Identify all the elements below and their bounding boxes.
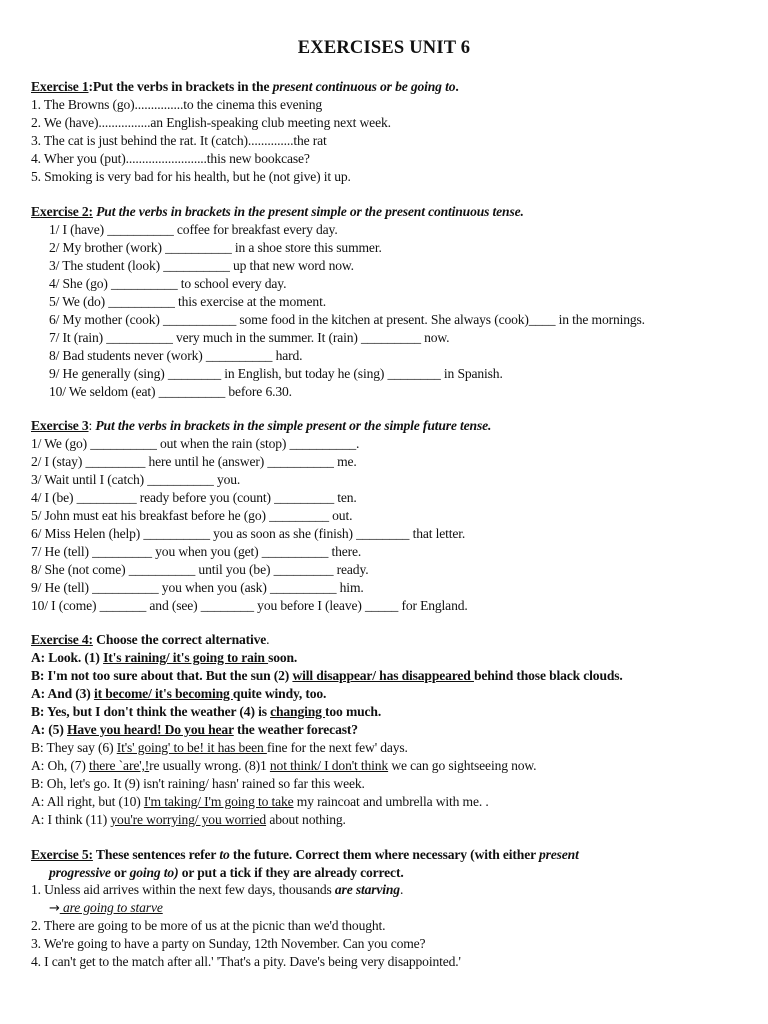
dialogue-text: about nothing. xyxy=(266,812,346,827)
exercise-4-label: Exercise 4: xyxy=(31,632,93,647)
dialogue-text: too much. xyxy=(325,704,382,719)
dialogue-line xyxy=(31,703,381,721)
exercise-3-item: 6/ Miss Helen (help) __________ you as soon as she (finish) ________ that letter. xyxy=(31,526,466,541)
exercise-5-instruction: or put a tick if they are already correct. xyxy=(178,865,404,880)
exercise-3-item: 1/ We (go) __________ out when the rain (stop) __________. xyxy=(31,436,360,451)
exercise-3-heading xyxy=(31,417,491,435)
alternative-choice: I'm taking/ I'm going to take xyxy=(143,794,294,809)
exercise-3-item: 9/ He (tell) __________ you when you (ask) __________ him. xyxy=(31,580,364,595)
exercise-2-instruction: Put the verbs in brackets in the present simple or the present continuous tense. xyxy=(96,204,524,219)
exercise-1-label: Exercise 1 xyxy=(31,79,89,94)
exercise-3-item: 5/ John must eat his breakfast before he (go) _________ out. xyxy=(31,508,353,523)
exercise-3-item: 10/ I (come) _______ and (see) ________ you before I (leave) _____ for England. xyxy=(31,598,468,613)
dialogue-text: behind those black clouds. xyxy=(473,668,623,683)
exercise-2-item: 8/ Bad students never (work) __________ hard. xyxy=(49,348,303,363)
exercise-2-item: 1/ I (have) __________ coffee for breakfast every day. xyxy=(49,222,338,237)
exercise-2-item: 10/ We seldom (eat) __________ before 6.30. xyxy=(49,384,292,399)
alternative-choice: It's' going' to be! it has been xyxy=(116,740,267,755)
dialogue-text: A: Look. (1) xyxy=(31,650,104,665)
exercise-3-item: 2/ I (stay) _________ here until he (answer) __________ me. xyxy=(31,454,357,469)
exercise-5-label: Exercise 5: xyxy=(31,847,93,862)
alternative-choice: it become/ it's becoming xyxy=(93,686,233,701)
dialogue-text: we can go sightseeing now. xyxy=(388,758,537,773)
dialogue-text: A: All right, but (10) xyxy=(31,794,144,809)
alternative-choice: there `are',! xyxy=(89,758,150,773)
arrow-icon: → xyxy=(49,901,60,916)
exercise-5-heading xyxy=(31,846,579,864)
sentence-text: 1. Unless aid arrives within the next few days, thousands xyxy=(31,882,335,897)
dialogue-line xyxy=(31,757,536,775)
exercise-2-item: 3/ The student (look) __________ up that new word now. xyxy=(49,258,354,273)
dialogue-text: fine for the next few' days. xyxy=(266,740,408,755)
dialogue-text: A: And (3) xyxy=(31,686,94,701)
alternative-choice: It's raining/ it's going to rain xyxy=(103,650,269,665)
alternative-choice: Have you heard! Do you hear xyxy=(66,722,234,737)
dialogue-text: the weather forecast? xyxy=(233,722,358,737)
exercise-5-instruction: or xyxy=(110,865,130,880)
alternative-choice: will disappear/ has disappeared xyxy=(292,668,474,683)
exercise-2-item: 7/ It (rain) __________ very much in the summer. It (rain) _________ now. xyxy=(49,330,450,345)
exercise-5-instruction: These sentences refer xyxy=(92,847,220,862)
exercise-2-item: 6/ My mother (cook) ___________ some food in the kitchen at present. She always (cook)____ in the mornings. xyxy=(49,312,645,327)
dialogue-text: quite windy, too. xyxy=(232,686,327,701)
exercise-2-item: 4/ She (go) __________ to school every day. xyxy=(49,276,287,291)
exercise-5-instruction: the future. Correct them where necessary (with either xyxy=(229,847,539,862)
dialogue-line xyxy=(31,685,326,703)
page-title: EXERCISES UNIT 6 xyxy=(297,38,471,58)
exercise-4-heading xyxy=(31,631,269,649)
dialogue-text: re usually wrong. (8)1 xyxy=(149,758,270,773)
dialogue-line xyxy=(31,739,408,757)
dialogue-text: my raincoat and umbrella with me. . xyxy=(293,794,489,809)
exercise-5-item: 3. We're going to have a party on Sunday, 12th November. Can you come? xyxy=(31,936,426,951)
exercise-2-label: Exercise 2: xyxy=(31,204,93,219)
exercise-4-instruction-end: . xyxy=(266,632,270,647)
dialogue-text: A: I think (11) xyxy=(31,812,111,827)
exercise-5-item: 4. I can't get to the match after all.' 'That's a pity. Dave's being very disappointed.' xyxy=(31,954,461,969)
exercise-2-item: 2/ My brother (work) __________ in a shoe store this summer. xyxy=(49,240,382,255)
alternative-choice: you're worrying/ you worried xyxy=(110,812,267,827)
exercise-3-label: Exercise 3 xyxy=(31,418,89,433)
exercise-5-instruction-emph: present xyxy=(538,847,579,862)
answer-text: are going to starve xyxy=(59,900,163,915)
dialogue-text: A: Oh, (7) xyxy=(31,758,90,773)
exercise-1-instruction: :Put the verbs in brackets in the xyxy=(88,79,273,94)
example-answer xyxy=(49,899,163,918)
exercise-1-instruction-end: . xyxy=(455,79,459,94)
exercise-5-instruction-emph: to xyxy=(219,847,230,862)
exercise-2-item: 9/ He generally (sing) ________ in English, but today he (sing) ________ in Spanish. xyxy=(49,366,503,381)
exercise-1-instruction-emph: present continuous or be going to xyxy=(272,79,456,94)
exercise-1-item: 4. Wher you (put).........................this new bookcase? xyxy=(31,151,310,166)
dialogue-text: soon. xyxy=(268,650,298,665)
exercise-3-separator: : xyxy=(88,418,96,433)
exercise-3-item: 4/ I (be) _________ ready before you (count) _________ ten. xyxy=(31,490,357,505)
dialogue-text: B: They say (6) xyxy=(31,740,117,755)
dialogue-line xyxy=(31,649,297,667)
alternative-choice: not think/ I don't think xyxy=(269,758,389,773)
exercise-5-item xyxy=(31,881,403,899)
exercise-1-item: 3. The cat is just behind the rat. It (catch)..............the rat xyxy=(31,133,327,148)
dialogue-line xyxy=(31,793,489,811)
alternative-choice: changing xyxy=(270,704,326,719)
exercise-1-item: 1. The Browns (go)...............to the cinema this evening xyxy=(31,97,323,112)
sentence-text: . xyxy=(399,882,404,897)
exercise-3-item: 3/ Wait until I (catch) __________ you. xyxy=(31,472,241,487)
dialogue-line: B: Oh, let's go. It (9) isn't raining/ hasn' rained so far this week. xyxy=(31,776,365,791)
exercise-3-instruction: Put the verbs in brackets in the simple present or the simple future tense. xyxy=(95,418,492,433)
exercise-2-item: 5/ We (do) __________ this exercise at the moment. xyxy=(49,294,326,309)
exercise-1-item: 2. We (have)................an English-speaking club meeting next week. xyxy=(31,115,391,130)
dialogue-line xyxy=(31,721,358,739)
exercise-1-heading xyxy=(31,78,459,96)
exercise-5-instruction-emph: going to) xyxy=(129,865,179,880)
exercise-4-instruction: Choose the correct alternative xyxy=(92,632,267,647)
sentence-emph: are starving xyxy=(334,882,400,897)
exercise-1-item: 5. Smoking is very bad for his health, but he (not give) it up. xyxy=(31,169,351,184)
exercise-3-item: 7/ He (tell) _________ you when you (get) __________ there. xyxy=(31,544,362,559)
exercise-3-item: 8/ She (not come) __________ until you (be) _________ ready. xyxy=(31,562,369,577)
exercise-5-heading-cont xyxy=(49,864,404,882)
exercise-2-heading xyxy=(31,203,524,221)
exercise-5-instruction-emph: progressive xyxy=(49,865,111,880)
dialogue-text: B: I'm not too sure about that. But the sun (2) xyxy=(31,668,293,683)
dialogue-line xyxy=(31,667,623,685)
exercise-5-item: 2. There are going to be more of us at the picnic than we'd thought. xyxy=(31,918,386,933)
dialogue-line xyxy=(31,811,346,829)
dialogue-text: B: Yes, but I don't think the weather (4) is xyxy=(31,704,271,719)
dialogue-text: A: (5) xyxy=(31,722,67,737)
